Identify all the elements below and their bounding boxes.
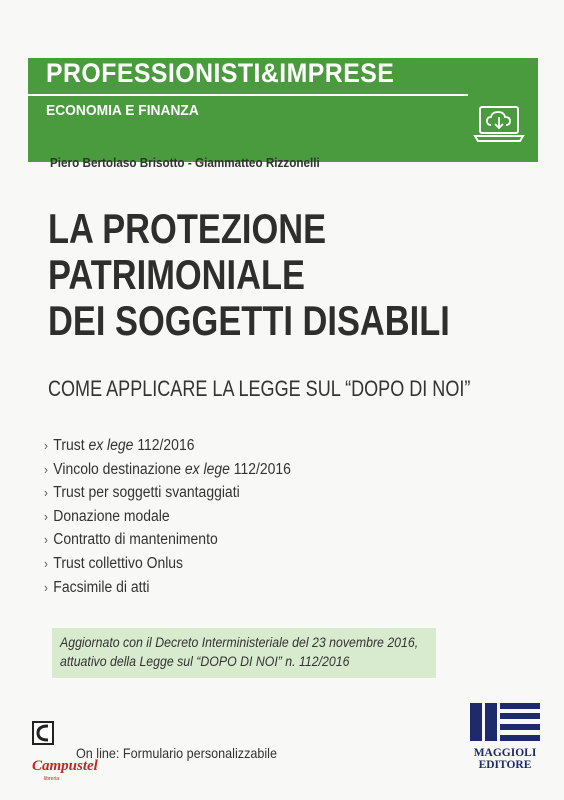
- list-item: › Donazione modale: [44, 507, 170, 525]
- svg-text:Campustel: Campustel: [32, 758, 98, 774]
- authors: Piero Bertolaso Brisotto - Giammatteo Rizzonelli: [50, 155, 320, 170]
- online-resource-note: On line: Formulario personalizzabile: [76, 745, 277, 761]
- chevron-right-icon: ›: [44, 461, 48, 477]
- update-note: [52, 628, 436, 678]
- chevron-right-icon: ›: [44, 485, 48, 501]
- book-title: [48, 206, 450, 344]
- chevron-right-icon: ›: [44, 508, 48, 524]
- series-title: PROFESSIONISTI&IMPRESE: [46, 58, 395, 88]
- list-item: › Vincolo destinazione ex lege 112/2016: [44, 460, 291, 478]
- list-item: › Trust per soggetti svantaggiati: [44, 484, 240, 502]
- header-rule: [28, 94, 468, 96]
- series-header: [28, 58, 538, 162]
- list-item: › Contratto di mantenimento: [44, 531, 218, 549]
- chevron-right-icon: ›: [44, 579, 48, 595]
- maggioli-m-icon: [470, 703, 540, 743]
- title-line: DEI SOGGETTI DISABILI: [48, 297, 450, 344]
- list-item: › Facsimile di atti: [44, 578, 150, 596]
- list-item: › Trust ex lege 112/2016: [44, 437, 195, 454]
- chevron-right-icon: ›: [44, 438, 48, 453]
- update-note-line: Aggiornato con il Decreto Interministeriale del 23 novembre 2016,: [60, 634, 419, 650]
- laptop-cloud-download-icon: [472, 104, 526, 146]
- list-item: › Trust collettivo Onlus: [44, 554, 184, 572]
- svg-text:libreria: libreria: [44, 776, 60, 782]
- chevron-right-icon: ›: [44, 555, 48, 571]
- publisher-logo: [470, 703, 540, 771]
- publisher-name: MAGGIOLI EDITORE: [473, 747, 537, 771]
- title-line: PATRIMONIALE: [48, 251, 306, 298]
- chevron-right-icon: ›: [44, 532, 48, 548]
- update-note-line: attuativo della Legge sul “DOPO DI NOI” n. 112/2016: [60, 653, 350, 669]
- topics-list: [44, 434, 291, 599]
- book-subtitle: COME APPLICARE LA LEGGE SUL “DOPO DI NOI”: [48, 376, 471, 401]
- title-line: LA PROTEZIONE: [48, 205, 327, 252]
- section-label: ECONOMIA E FINANZA: [46, 102, 199, 119]
